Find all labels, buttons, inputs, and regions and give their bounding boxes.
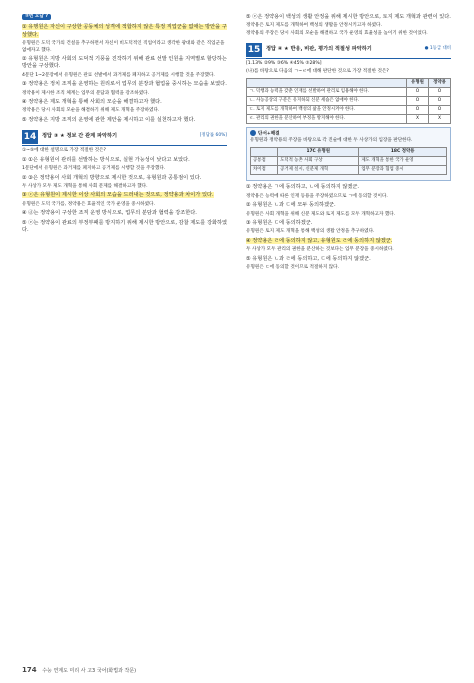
q15-choice-4-explanation: 두 사상가 모두 관리의 권한을 분산하는 것보다는 업무 분장을 중시하였다. [246, 247, 394, 253]
q14-choice-4: ④ ⓓ는 정약용이 구상한 조직 운영 방식으로, 업무의 분담과 협력을 강조한다. [22, 210, 197, 217]
page-number: 174 [22, 666, 37, 674]
grade-badge: ● 1등급 대비 [424, 46, 451, 52]
q14-choice-1: ① ①은 유형원이 관리를 선발하는 방식으로, 실현 가능성이 낮다고 보았다. [22, 156, 190, 163]
accuracy-rate: [정답률 60%] [199, 133, 227, 139]
choice-5: ⑤ 정약용은 지방 조직의 운영에 관한 제안을 제시하고 이를 실천하고자 했다. [22, 116, 196, 123]
q15-choice-1: ① 정약용은 ㄱ에 동의하고, ㄴ에 동의하지 않겠군. [246, 184, 360, 191]
choice-2: ② 유형원은 지방 사회의 도덕적 기풍을 진작하기 위해 관료 선발 인원을 지역별로 할당하는 방안을 구상했다. [22, 56, 227, 70]
section-14-header [22, 130, 227, 144]
table-row: 차이점 공거제 실시, 신분제 개혁 업무 분장과 협업 중시 [251, 166, 447, 175]
q15-choice-1-explanation: 정약용은 능력에 따른 인재 등용을 주장하였으므로 ㄱ에 동의할 것이다. [246, 193, 388, 199]
question-15-prompt: (나)를 바탕으로 다음의 ㄱ~ㄹ에 대해 판단한 것으로 가장 적절한 것은? [246, 68, 389, 74]
section-number: 14 [23, 132, 37, 143]
choice-4: ④ 정약용은 제도 개혁을 통해 사회의 모순을 해결하고자 했다. [22, 99, 162, 106]
answer-distribution: [1.13% ②9% ③6% ④45% ⑤28%] [246, 61, 322, 67]
q14-choice-3: ③ ⓒ은 유형원이 제시한 이상 사회의 모습을 드러내는 것으로, 정약용과 차이가 있다. [22, 192, 214, 199]
hint-box [246, 127, 451, 181]
section-title: 정답 ③ ★ 정보 간 관계 파악하기 [42, 133, 118, 140]
table-row: ㄷ. 토지 제도를 개혁하여 백성의 삶을 안정시켜야 한다. O O [247, 106, 451, 115]
q15-choice-2-explanation: 유형원은 사회 개혁을 위해 신분 제도와 토지 제도를 모두 개혁하고자 했다. [246, 211, 396, 217]
question-14-prompt: ①~⑤에 대한 설명으로 가장 적절한 것은? [22, 148, 106, 154]
book-title: 수능 연계도 미리 사 고3 국어(화법과 작문) [42, 668, 137, 674]
q14-choice-3-explanation: 유형원은 도덕 국가를, 정약용은 효율적인 국가 운영을 중시하였다. [22, 201, 155, 207]
q15-choice-5: ⑤ 유형원은 ㄴ과 ㄹ에 동의하고, ㄷ에 동의하지 않겠군. [246, 255, 371, 262]
r-extra-explanation: 정약용의 주장은 당시 사회의 모순을 해결하고 국가 운영의 효율성을 높이기 위한 것이었다. [246, 30, 428, 36]
table-row: 공통점 도덕적 농촌 사회 구상 제도 개혁을 통한 국가 운영 [251, 157, 447, 166]
hint-title: 단서+해결 [258, 131, 280, 137]
q14-choice-1-explanation: 1문단에서 유형원은 과거제를 폐지하고 공거제를 시행할 것을 주장했다. [22, 166, 166, 172]
judgement-table [246, 78, 451, 124]
q15-choice-3-explanation: 유형원은 토지 제도 개혁을 통해 백성의 생활 안정을 추구하였다. [246, 229, 375, 235]
q14-choice-2-explanation: 두 사상가 모두 제도 개혁을 통해 사회 문제를 해결하고자 했다. [22, 183, 148, 189]
comparison-table: 17C 유형원 18C 정약용 공통점 도덕적 농촌 사회 구상 제도 개혁을 통한 국가 운영 차이점 공거제 실시, 신분제 개혁 업무 분장과 협업 중시 [250, 147, 447, 175]
section-title: 정답 ④ ★ 반응, 비판, 평가의 적절성 파악하기 [266, 46, 372, 53]
choice-2-explanation: 4문단 1~2문장에서 유형원은 관료 선발에서 과거제를 폐지하고 공거제를 시행할 것을 주장했다. [22, 72, 215, 78]
r-choice-5: ⑤ ⓔ은 정약용이 백성의 생활 안정을 위해 제시한 방안으로, 토지 제도 개혁과 관련이 있다. [246, 14, 451, 20]
q14-choice-2: ② ③은 정약용이 사회 개혁의 방향으로 제시한 것으로, 유형원과 공통점이 있다. [22, 174, 202, 181]
q15-choice-5-explanation: 유형원은 ㄷ에 동의할 것이므로 적절하지 않다. [246, 265, 340, 270]
choice-4-explanation: 정약용은 당시 사회의 모순을 해결하기 위해 제도 개혁을 주장하였다. [22, 108, 160, 114]
table-row: ㄴ. 사농공상의 구분은 유지하되 신분 세습은 없애야 한다. O O [247, 97, 451, 106]
section-15-header [246, 43, 451, 57]
q14-choice-5: ⑤ ⓔ는 정약용이 관료의 부정부패를 방지하기 위해 제시한 방안으로, 감찰 제도를 강화하였다. [22, 219, 228, 233]
choice-1-explanation: 유형원은 도덕 국가의 건설을 추구하면서 자신이 비도덕적인 직업이라고 생각한 광대와 같은 직업군을 없애자고 했다. [22, 41, 225, 53]
wrong-answer-tag: ②번 오답 ? [22, 14, 51, 20]
table-row: ㄱ. 덕행과 능력을 갖춘 인재를 선발하여 관리로 임용해야 한다. O O [247, 88, 451, 97]
choice-3-explanation: 정약용이 제시한 조직 체계는 업무의 분담과 협력을 강조하였다. [22, 90, 150, 96]
q15-choice-2: ② 유형원은 ㄴ과 ㄷ에 모두 동의하겠군. [246, 202, 336, 209]
right-column [246, 12, 451, 272]
q15-choice-4: ④ 정약용은 ㄹ에 동의하지 않고, 유형원도 ㄹ에 동의하지 않겠군. [246, 237, 393, 244]
r-choice-5-explanation: 정약용은 토지 제도를 개혁하여 백성의 생활을 안정시키고자 하였다. [246, 23, 382, 29]
page-footer [22, 666, 136, 674]
section-number: 15 [247, 45, 261, 56]
table-row: ㄹ. 관리의 권한을 분산하여 부정을 방지해야 한다. X X [247, 115, 451, 124]
q15-choice-3: ③ 유형원은 ㄷ에 동의하겠군. [246, 219, 313, 226]
choice-3: ③ 정약용은 정치 조직을 운영하는 원리로서 업무의 분장과 협업을 중시하는 모습을 보였다. [22, 81, 227, 88]
table-header [247, 79, 407, 88]
choice-1: ① 유행원은 자신이 구상한 공동체의 성격에 적합하지 않은 특정 직업군을 없애는 방안을 구상했다. [22, 24, 227, 38]
left-column [22, 12, 227, 236]
table-header: 유형원 [407, 79, 429, 88]
table-header: 정약용 [429, 79, 451, 88]
hint-icon [250, 130, 256, 136]
hint-body: 유형원과 정약용의 주장을 바탕으로 각 진술에 대한 두 사상가의 입장을 판단한다. [250, 137, 413, 143]
